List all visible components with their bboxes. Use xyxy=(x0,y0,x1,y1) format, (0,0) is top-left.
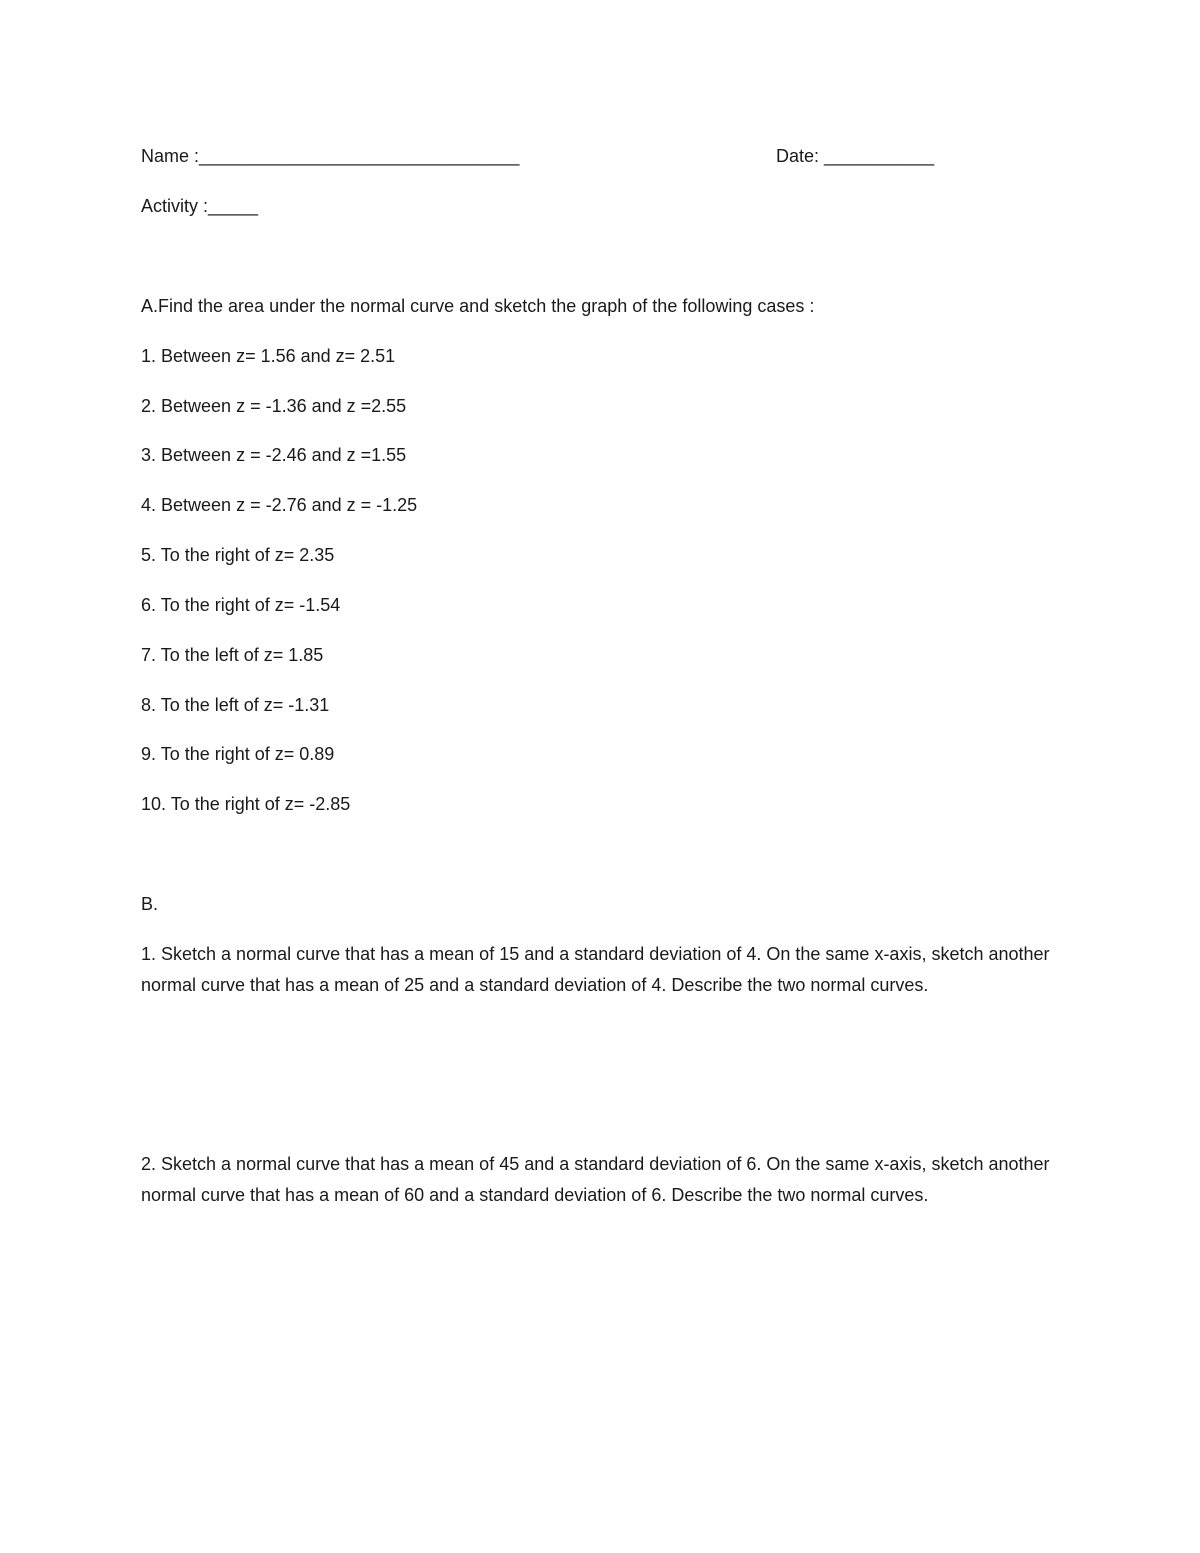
part-a-item: 7. To the left of z= 1.85 xyxy=(141,645,324,665)
part-b-heading: B. xyxy=(141,894,159,914)
part-a-item: 2. Between z = -1.36 and z =2.55 xyxy=(141,396,407,416)
name-field: Name :________________________________ xyxy=(141,146,520,166)
activity-field: Activity :_____ xyxy=(141,196,259,216)
date-field: Date: ___________ xyxy=(776,146,935,166)
part-a-item: 5. To the right of z= 2.35 xyxy=(141,545,335,565)
part-a-item: 9. To the right of z= 0.89 xyxy=(141,744,335,764)
part-a-item: 3. Between z = -2.46 and z =1.55 xyxy=(141,445,407,465)
part-b-item: 2. Sketch a normal curve that has a mean of 45 and a standard deviation of 6. On the same x-axis, sketch another normal curve that has a mean of 60 and a standard deviation of 6. Describe the two normal curves. xyxy=(141,1154,1050,1205)
part-a-instruction: A.Find the area under the normal curve and sketch the graph of the following cases : xyxy=(141,296,815,316)
part-a-item: 10. To the right of z= -2.85 xyxy=(141,794,351,814)
part-a-item: 8. To the left of z= -1.31 xyxy=(141,695,330,715)
part-a-item: 4. Between z = -2.76 and z = -1.25 xyxy=(141,495,418,515)
part-a-item: 6. To the right of z= -1.54 xyxy=(141,595,341,615)
part-b-item: 1. Sketch a normal curve that has a mean of 15 and a standard deviation of 4. On the same x-axis, sketch another normal curve that has a mean of 25 and a standard deviation of 4. Describe the two normal curves. xyxy=(141,944,1050,995)
part-a-item: 1. Between z= 1.56 and z= 2.51 xyxy=(141,346,396,366)
